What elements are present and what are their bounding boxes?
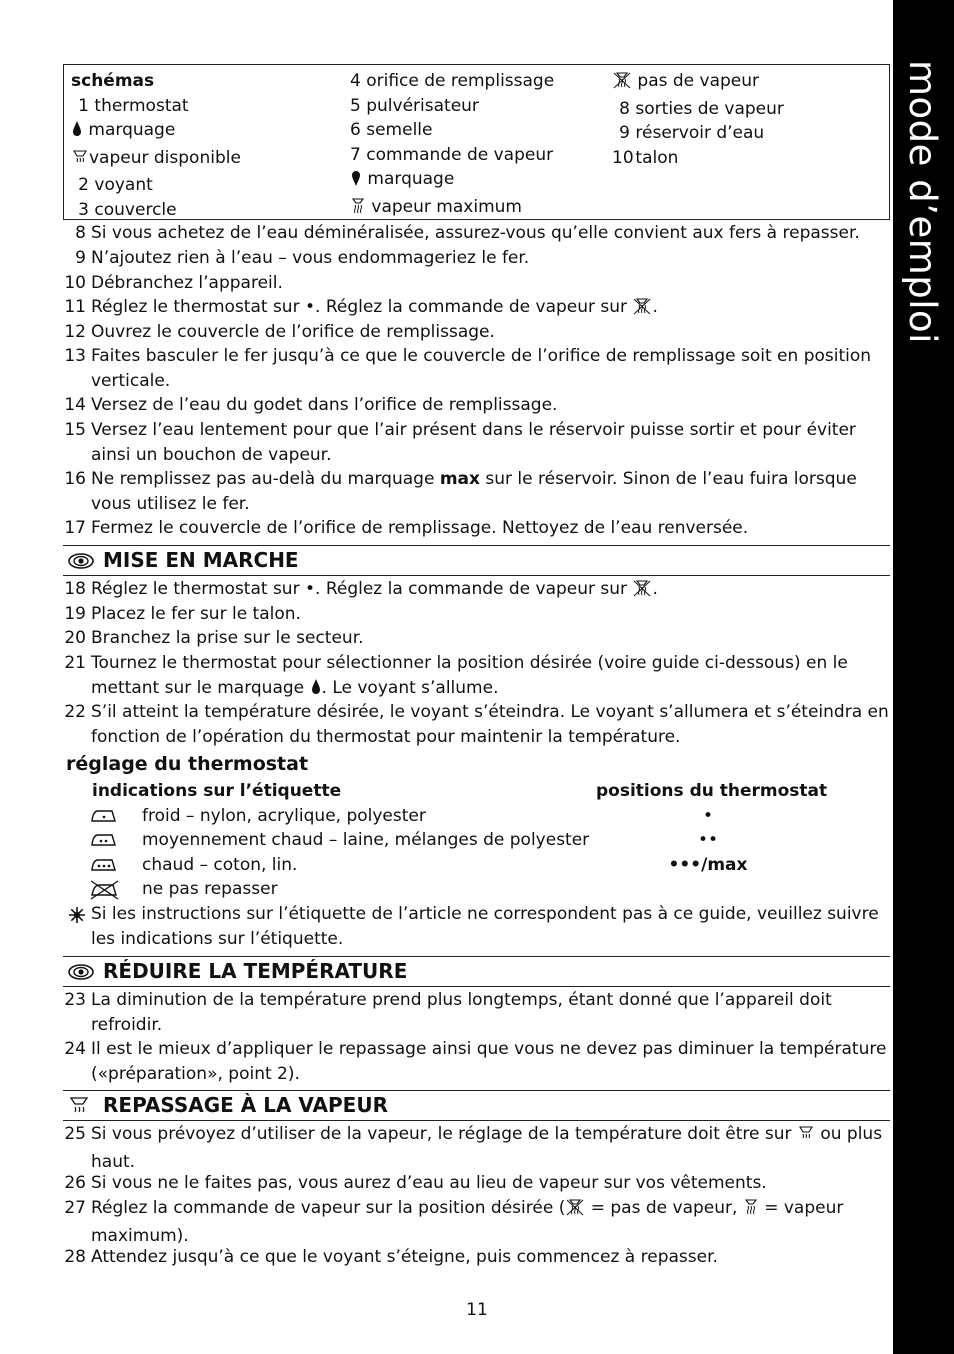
- drop-up-icon: [71, 120, 83, 146]
- list-item: marquage: [71, 118, 241, 146]
- list-item: 7 commande de vapeur: [350, 144, 554, 165]
- list-item: 18 Réglez le thermostat sur •. Réglez la commande de vapeur sur .: [64, 577, 890, 605]
- thermostat-note: Si les instructions sur l’étiquette de l’article ne correspondent pas à ce guide, veuillez suivre les indications sur l’étiquette.: [64, 902, 890, 951]
- list-item: 16 Ne remplissez pas au-delà du marquage max sur le réservoir. Sinon de l’eau fuira lorsque vous utilisez le fer.: [64, 469, 857, 514]
- star-icon: [64, 906, 86, 932]
- thermostat-title: réglage du thermostat: [66, 753, 309, 775]
- list-item: 10 Débranchez l’appareil.: [64, 273, 283, 293]
- section-heading: REPASSAGE À LA VAPEUR: [63, 1090, 890, 1121]
- list-item: 3 couvercle: [78, 199, 177, 220]
- steam-max-icon: [743, 1198, 759, 1224]
- no-steam-icon: [612, 71, 632, 97]
- list-item: 19 Placez le fer sur le talon.: [64, 604, 301, 624]
- schemas-col-2: [350, 69, 554, 223]
- section-heading: RÉDUIRE LA TEMPÉRATURE: [63, 956, 890, 987]
- steam-available-icon: [797, 1124, 815, 1150]
- list-item: 21 Tournez le thermostat pour sélectionner la position désirée (voire guide ci-dessous) en le mettant sur le marquage . Le voyant s’allume.: [64, 651, 890, 703]
- list-item: 4 orifice de remplissage: [350, 71, 555, 91]
- list-item: 25 Si vous prévoyez d’utiliser de la vapeur, le réglage de la température doit être sur ou plus haut.: [64, 1124, 883, 1172]
- steam-available-icon: [71, 148, 89, 174]
- list-item: 22 S’il atteint la température désirée, le voyant s’éteindra. Le voyant s’allumera et s’éteindra en fonction de l’opération du thermostat pour maintenir la température.: [64, 702, 889, 747]
- list-item: 5 pulvérisateur: [350, 95, 479, 116]
- list-item: 28 Attendez jusqu’à ce que le voyant s’éteigne, puis commencez à repasser.: [64, 1247, 718, 1267]
- schemas-col-1: [71, 69, 241, 223]
- list-item: 20 Branchez la prise sur le secteur.: [64, 628, 364, 648]
- no-steam-icon: [632, 297, 652, 323]
- iron-hot-icon: [88, 856, 118, 874]
- no-steam-icon: [632, 579, 652, 605]
- list-item: 26 Si vous ne le faites pas, vous aurez d’eau au lieu de vapeur sur vos vêtements.: [64, 1173, 767, 1193]
- list-item: 15 Versez l’eau lentement pour que l’air présent dans le réservoir puisse sortir et pour éviter ainsi un bouchon de vapeur.: [64, 420, 856, 465]
- list-item: vapeur disponible: [71, 146, 241, 174]
- page-number: 11: [466, 1300, 488, 1320]
- list-item: 2 voyant: [78, 175, 153, 196]
- iron-crossed-icon: [88, 880, 118, 898]
- list-item: pas de vapeur: [612, 69, 784, 97]
- steam-max-icon: [350, 197, 366, 223]
- steam-available-icon: [67, 1095, 95, 1117]
- list-item: 11 Réglez le thermostat sur •. Réglez la commande de vapeur sur .: [64, 295, 890, 323]
- list-item: 9 N’ajoutez rien à l’eau – vous endommageriez le fer.: [75, 248, 530, 268]
- section-heading: MISE EN MARCHE: [63, 545, 890, 576]
- list-item: 14 Versez de l’eau du godet dans l’orifice de remplissage.: [64, 395, 558, 415]
- eye-icon: [67, 961, 95, 983]
- list-item: 10 talon: [612, 147, 679, 168]
- list-item: 1 thermostat: [78, 95, 189, 116]
- list-item: 8 sorties de vapeur: [619, 98, 784, 119]
- list-item: 17 Fermez le couvercle de l’orifice de remplissage. Nettoyez de l’eau renversée.: [64, 518, 749, 538]
- list-item: 23 La diminution de la température prend plus longtemps, étant donné que l’appareil doit refroidir.: [64, 990, 832, 1035]
- list-item: 13 Faites basculer le fer jusqu’à ce que le couvercle de l’orifice de remplissage soit en position verticale.: [64, 346, 872, 391]
- schemas-title: schémas: [71, 71, 155, 91]
- list-item: 24 Il est le mieux d’appliquer le repassage ainsi que vous ne devez pas diminuer la température («préparation», point 2).: [64, 1039, 887, 1084]
- sidebar-title: mode d’emploi: [901, 60, 944, 344]
- iron-warm-icon: [88, 831, 118, 849]
- list-item: 9 réservoir d’eau: [619, 123, 765, 144]
- list-item: 12 Ouvrez le couvercle de l’orifice de remplissage.: [64, 322, 495, 342]
- list-item: 6 semelle: [350, 120, 433, 141]
- list-item: 27 Réglez la commande de vapeur sur la position désirée ( = pas de vapeur, = vapeur maximum).: [64, 1198, 844, 1246]
- list-item: 8 Si vous achetez de l’eau déminéralisée, assurez-vous qu’elle convient aux fers à repasser.: [75, 223, 860, 243]
- sidebar-tab: [893, 0, 954, 1354]
- list-item: vapeur maximum: [350, 195, 554, 223]
- iron-cool-icon: [88, 807, 118, 825]
- list-item: marquage: [350, 167, 554, 195]
- no-steam-icon: [565, 1198, 585, 1224]
- schemas-box: [63, 64, 890, 220]
- schemas-col-3: [612, 69, 784, 170]
- drop-down-icon: [350, 169, 362, 195]
- eye-icon: [67, 550, 95, 572]
